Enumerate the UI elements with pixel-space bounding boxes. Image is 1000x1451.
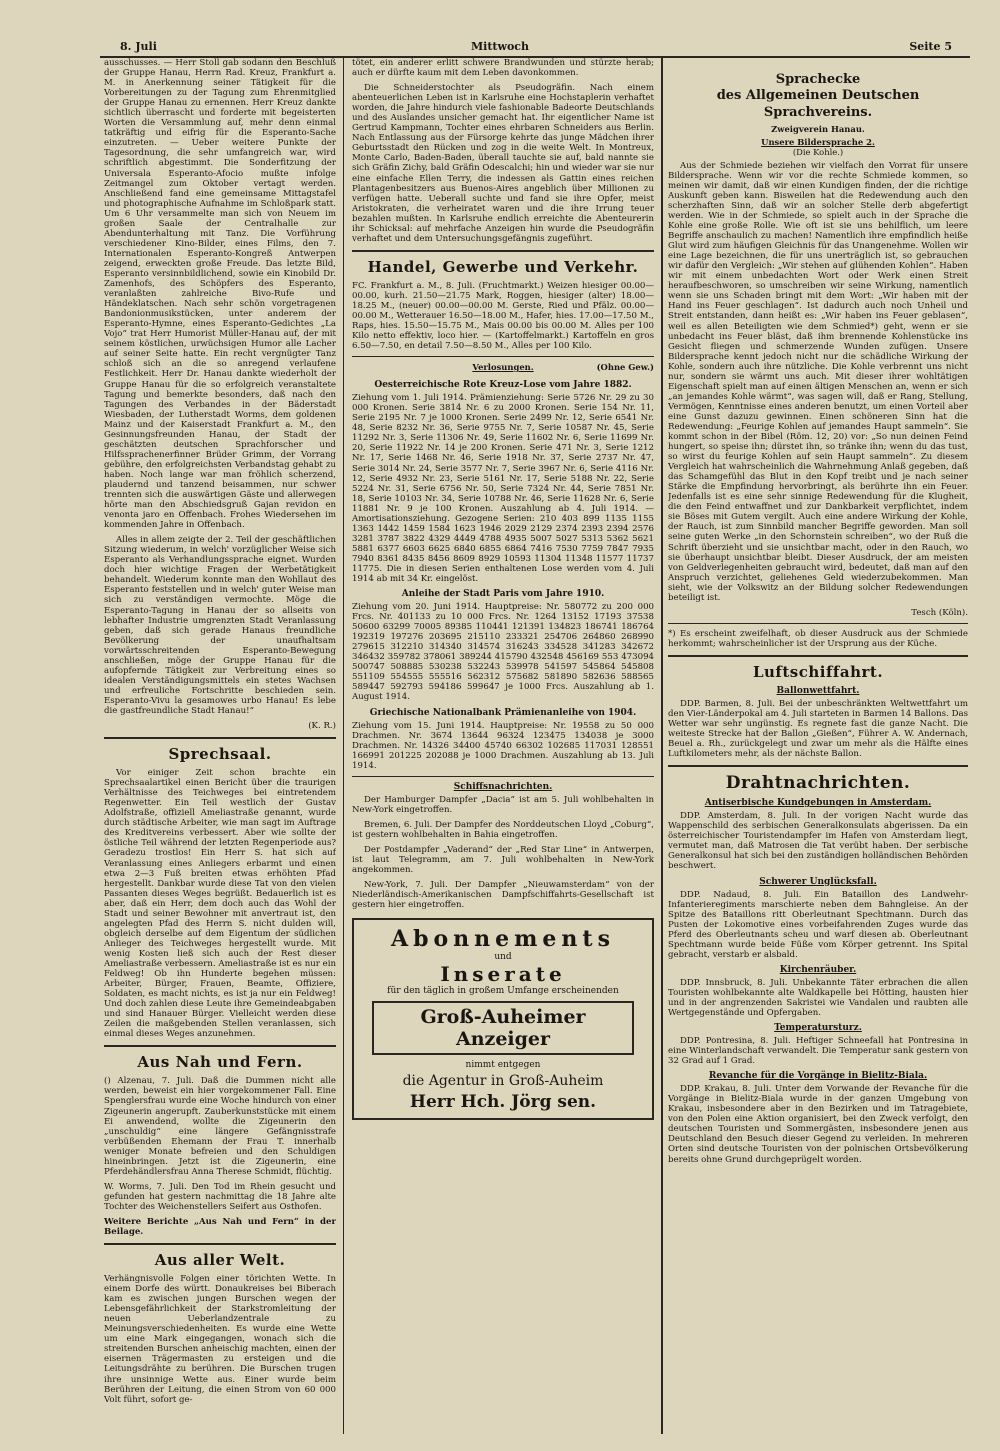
article-barmen: DDP. Barmen, 8. Juli. Bei der unbeschränkten Weltwettfahrt um den Vier-Länderpokal am 4. Juli starteten in Barmen 14 Ballons. Das Wetter war sehr ungünstig. Es regnete fast die ganze Nacht. Die weiteste Strecke hat der Ballon „Gießen“, Führer A. W. Andernach, Beuel a. Rh., zurückgelegt und zwar um mehr als die Hälfte eines Luftkilometers mehr, als der nächste Ballon. xyxy=(668,698,968,760)
ohne-gewaehr: (Ohne Gew.) xyxy=(596,362,654,373)
ad-newspaper-name: Groß-Auheimer Anzeiger xyxy=(372,1001,634,1055)
header-weekday: Mittwoch xyxy=(470,40,530,53)
title-griechische-anleihe: Griechische Nationalbank Prämienanleihe von 1904. xyxy=(369,707,637,718)
more-reports-note: Weitere Berichte „Aus Nah und Fern“ in der Beilage. xyxy=(104,1216,336,1238)
article-krakau: DDP. Krakau, 8. Juli. Unter dem Vorwande der Revanche für die Vorgänge in Bielitz-Biala wurde in der ganzen Umgebung von Krakau, insbesondere aber in den Bezirken und im Tatragebiete, von den Polen eine Aktion organisiert, bei den Zweck verfolgt, den deutschen Touristen und Sommergästen, insbesondere jenen aus Deutschland den Besuch dieser Gegend zu verleiden. In mehreren Orten sind deutsche Touristen von der polnischen Ortsbevölkerung bereits ohne Grund durchgeprügelt worden. xyxy=(668,1084,968,1165)
ad-description: für den täglich in großem Umfange erscheinenden xyxy=(387,986,619,997)
title-ballonwettfahrt: Ballonwettfahrt. xyxy=(776,685,860,696)
ad-nimmt-entgegen: nimmt entgegen xyxy=(465,1060,541,1071)
ad-agentur: die Agentur in Groß-Auheim xyxy=(402,1073,604,1090)
article-dacia: Der Hamburger Dampfer „Dacia“ ist am 5. Juli wohlbehalten in New-York eingetroffen. xyxy=(352,794,654,815)
ad-inserate: Inserate xyxy=(440,962,566,987)
section-title-aus-aller-welt: Aus aller Welt. xyxy=(154,1251,286,1270)
title-temperatursturz: Temperatursturz. xyxy=(774,1023,862,1034)
divider xyxy=(104,1243,336,1245)
signature: Tesch (Köln). xyxy=(911,607,968,618)
article-griechische-anleihe: Ziehung vom 15. Juni 1914. Hauptpreise: Nr. 19558 zu 50 000 Drachmen. Nr. 3674 13644 96324 123475 134038 je 3000 Drachmen. Nr. 14326 34400 45740 66302 102685 117031 128551 166991 201225 202088 je 1000 Drachmen. Auszahlung ab 13. Juli 1914. xyxy=(352,720,654,771)
ad-agent-name: Herr Hch. Jörg sen. xyxy=(409,1092,597,1113)
title-ungluecksfall: Schwerer Unglücksfall. xyxy=(759,876,877,887)
divider xyxy=(352,356,654,357)
article-worms: W. Worms, 7. Juli. Den Tod im Rhein gesucht und gefunden hat gestern nachmittag die 18 Jahre alte Tochter des Weichenstellers Seifert aus Osthofen. xyxy=(104,1181,336,1212)
article-innsbruck: DDP. Innsbruck, 8. Juli. Unbekannte Täter erbrachen die allen Touristen wohlbekannte alte Waldkapelle bei Hötting, hausten hier und in der angrenzenden Sakristei wie Vandalen und raubten alle Wertgegenstände und Opfergaben. xyxy=(668,977,968,1018)
article-fruchtmarkt: FC. Frankfurt a. M., 8. Juli. (Fruchtmarkt.) Weizen hiesiger 00.00—00.00, kurh. 21.50—21.75 Mark, Roggen, hiesiger (alter) 18.00—18.25 M., (neuer) 00.00—00.00 M. Gerste, Ried und Pfälz. 00.00—00.00 M., Wetterauer 16.50—18.00 M., Hafer, hies. 17.00—17.50 M., Raps, hies. 15.50—15.75 M., Mais 00.00 bis 00.00 M. Alles per 100 Kilo netto effektiv, loco hier. — (Kartoffelmarkt.) Kartoffeln en gros 6.50—7.50, en detail 7.50—8.50 M., Alles per 100 Kilo. xyxy=(352,280,654,352)
title-paris-anleihe: Anleihe der Stadt Paris vom Jahre 1910. xyxy=(401,589,605,600)
article-rote-kreuz-lose: Ziehung vom 1. Juli 1914. Prämienziehung: Serie 5726 Nr. 29 zu 30 000 Kronen. Serie 3814 Nr. 6 zu 2000 Kronen. Serie 154 Nr. 11, Serie 2195 Nr. 7 je 1000 Kronen. Serie 2499 Nr. 12, Serie 6541 Nr. 48, Serie 8232 Nr. 36, Serie 9755 Nr. 7, Serie 10587 Nr. 45, Serie 11292 Nr. 3, Serie 11306 Nr. 49, Serie 11602 Nr. 6, Serie 11699 Nr. 20, Serie 11922 Nr. 14 je 200 Kronen. Serie 471 Nr. 3, Serie 1212 Nr. 17, Serie 1468 Nr. 46, Serie 1918 Nr. 37, Serie 2737 Nr. 47, Serie 3014 Nr. 24, Serie 3577 Nr. 7, Serie 3967 Nr. 6, Serie 4116 Nr. 12, Serie 4932 Nr. 23, Serie 5161 Nr. 17, Serie 5188 Nr. 22, Serie 5224 Nr. 31, Serie 6756 Nr. 50, Serie 7324 Nr. 44, Serie 7851 Nr. 18, Serie 10103 Nr. 34, Serie 10788 Nr. 46, Serie 11628 Nr. 6, Serie 11881 Nr. 9 je 100 Kronen. Auszahlung ab 4. Juli 1914. — Amortisationsziehung. Gezogene Serien: 210 403 899 1135 1155 1363 1442 1459 1584 1623 1946 2029 2129 2374 2393 2394 2576 3281 3787 3822 4329 4449 4788 4935 5007 5027 5313 5362 5621 5881 6377 6603 6625 6840 6855 6864 7416 7530 7759 7847 7935 7940 8361 8435 8456 8609 8929 10593 11304 11348 11577 11737 11775. Die in diesen Serien enthaltenen Lose werden vom 4. Juli 1914 ab mit 34 Kr. eingelöst. xyxy=(352,393,654,585)
column-2 xyxy=(352,58,654,1434)
article-wette: Verhängnisvolle Folgen einer törichten Wette. In einem Dorfe des württ. Donaukreises bei Biberach kam es zwischen jungen Burschen wegen der Lebensgefährlichkeit der Starkstromleitung der neuen Ueberlandzentrale zu Meinungsverschiedenheiten. Es wurde eine Wette um eine Mark eingegangen, wonach sich die streitenden Burschen anheischig machten, einen der eisernen Trägermasten zu ersteigen und die Leitungsdrähte zu berühren. Die Burschen trugen ihre unsinnige Wette aus. Einer wurde beim Berühren der Leitung, die einen Strom von 60 000 Volt führt, sofort ge- xyxy=(104,1274,336,1405)
article-coburg: Bremen, 6. Juli. Der Dampfer des Norddeutschen Lloyd „Coburg“, ist gestern wohlbehalten in Bahia eingetroffen. xyxy=(352,819,654,840)
title-antiserbisch: Antiserbische Kundgebungen in Amsterdam. xyxy=(704,798,932,809)
section-title-aus-nah-und-fern: Aus Nah und Fern. xyxy=(137,1053,303,1072)
column-rule-1 xyxy=(343,58,344,1434)
article-nieuwamsterdam: New-York, 7. Juli. Der Dampfer „Nieuwamsterdam“ von der Niederländisch-Amerikanischen Dampfschiffahrts-Gesellschaft ist gestern hier eingetroffen. xyxy=(352,880,654,911)
verlosungen-header xyxy=(352,362,654,376)
article-esperanto: ausschusses. — Herr Stoll gab sodann den Beschluß der Gruppe Hanau, Herrn Rad. Kreuz, Frankfurt a. M. in Anerkennung seiner Tätigkeit für die Vorbereitungen zu der Tagung zum Ehrenmitglied der Gruppe Hanau zu ernennen. Herr Kreuz dankte sichtlich überrascht und forderte mit begeisterten Worten die Versammlung auf, mehr denn einmal tatkräftig und eifrig für die Esperanto-Sache einzutreten. — Ueber weitere Punkte der Tagesordnung, die sehr umfangreich war, wird schriftlich abgestimmt. Die Sonderfitzung der Universala Esperanto-Afocio mußte infolge Zeitmangel zum Oktober vertagt werden. Anschließend fand eine gemeinsame Mittagstafel und photographische Aufnahme im Schloßpark statt. Um 6 Uhr versammelte man sich von Neuem im großen Saale der Centralhalle zur Abendunterhaltung mit Tanz. Die Vorführung verschiedener Kino-Bilder, eines Films, den 7. Internationalen Esperanto-Kongreß Antwerpen zeigend, erweckten große Freude. Das letzte Bild, Esperanto versinnbildlichend, sowie ein Kinobild Dr. Zamenhofs, des Schöpfers des Esperanto, veranlaßten zahlreiche Bivo-Rufe und Händeklatschen. Nach sehr schön vorgetragenen Bandonionmusikstücken, unter anderem der Esperanto-Hymne, eines Esperanto-Gedichtes „La Vojo“ trat Herr Humorist Müller-Hanau auf, der mit seinem köstlichen, urwüchsigen Humor alle Lacher auf seiner Seite hatte. Ein recht vergnügter Tanz schloß sich an die so anregend verlaufene Festlichkeit. Herr Dr. Hanau dankte wiederholt der Gruppe Hanau für die so erfolgreich veranstaltete Tagung und bemerkte besonders, daß nach den Tagungen des Verbandes in der Bäderstadt Wiesbaden, der Lutherstadt Worms, dem goldenen Mainz und der Kaiserstadt Frankfurt a. M., den Gesinnungsfreunden Hanau, der Stadt der geschätzten deutschen Sprachforscher und Hilfssprachenerfinner Brüder Grimm, der Vorrang gebühre, den erfolgreichsten Verbandstag gehabt zu haben. Noch lange war man fröhlich scherzend, plaudernd und tanzend beisammen, nur schwer trennten sich die auswärtigen Gäste und allerwegen hörte man den Abschiedsgruß Gajan revidon en venonta jaro en Offenbach. Frohes Wiedersehen im kommenden Jahre in Offenbach. xyxy=(104,58,336,531)
zweigverein: Zweigverein Hanau. xyxy=(771,123,865,134)
advertisement-box xyxy=(352,918,654,1120)
article-alzenau: () Alzenau, 7. Juli. Daß die Dummen nicht alle werden, beweist ein hier vorgekommener Fall. Eine Spenglersfrau wurde eine Woche hindurch von einer Zigeunerin angerupft. Zauberkunststücke mit einem Ei anwendend, wollte die Zigeunerin den „unschuldig“ eine längere Gefängnisstrafe verbüßenden Ehemann der Frau T. innerhalb weniger Monate befreien und den Schuldigen hineinbringen. Jetzt ist die Zigeunerin, eine Pferdehändlersfrau Anna Therese Schmidt, flüchtig. xyxy=(104,1076,336,1177)
divider xyxy=(668,623,968,624)
column-1 xyxy=(104,58,336,1434)
article-esperanto-conclusion: Alles in allem zeigte der 2. Teil der geschäftlichen Sitzung wiederum, in welch' vorzüglicher Weise sich Esperanto als Verhandlungssprache eignet. Wurden doch hier wichtige Fragen der Werbetätigkeit behandelt. Wiederum konnte man den Wohllaut des Esperanto feststellen und in welch' guter Weise man sich zu verständigen vermochte. Möge die Esperanto-Tagung in Hanau der so allseits von lebhafter Industrie umgrenzten Stadt Veranlassung geben, daß sich gerade Hanaus freundliche Bevölkerung der unaufhaltsam vorwärtsschreitenden Esperanto-Bewegung anschließen, möge der Gruppe Hanau für die aufopfernde Tätigkeit zur Verbreitung eines so idealen Verständigungsmittels ein stetes Wachsen und erfreuliche Fortschritte beschieden sein. Esperanto-Vivu la gesamowes urbo Hanau! Es lebe die gastfreundliche Stadt Hanau!“ xyxy=(104,535,336,716)
title-revanche: Revanche für die Vorgänge in Bielitz-Biala. xyxy=(708,1071,928,1082)
title-rote-kreuz-lose: Oesterreichische Rote Kreuz-Lose vom Jahre 1882. xyxy=(374,380,632,391)
kohle-subtitle: (Die Kohle.) xyxy=(792,146,844,157)
article-pontresina: DDP. Pontresina, 8. Juli. Heftiger Schneefall hat Pontresina in eine Winterlandschaft verwandelt. Die Temperatur sank gestern von 32 Grad auf 1 Grad. xyxy=(668,1036,968,1067)
divider xyxy=(104,1045,336,1047)
header-date: 8. Juli xyxy=(120,40,157,53)
divider xyxy=(668,765,968,767)
divider xyxy=(352,250,654,252)
bildersprache-title: Unsere Bildersprache 2. xyxy=(761,136,875,147)
article-nadaud: DDP. Nadaud, 8. Juli. Ein Bataillon des Landwehr-Infanterieregiments marschierte neben dem Bahngleise. An der Spitze des Bataillons ritt Oberleutnant Spechtmann. Durch das Pusten der Lokomotive eines vorbeifahrenden Zuges wurde das Pferd des Oberleutnants scheu und warf diesen ab. Oberleutnant Spechtmann wurde beide Füße vom Körper getrennt. Ins Spital gebracht, verstarb er alsbald. xyxy=(668,889,968,960)
signature: (K. R.) xyxy=(308,721,336,732)
section-title-luftschiffahrt: Luftschiffahrt. xyxy=(752,662,884,681)
article-wette-continued: tötet, ein anderer erlitt schwere Brandwunden und stürzte herab; auch er dürfte kaum mit dem Leben davonkommen. xyxy=(352,58,654,79)
verlosungen-title: Verlosungen. xyxy=(472,362,534,373)
section-title-handel: Handel, Gewerbe und Verkehr. xyxy=(367,257,639,276)
sprachecke-title: Sprachecke xyxy=(775,72,861,87)
title-kirchenraeuber: Kirchenräuber. xyxy=(779,964,857,975)
section-title-sprechsaal: Sprechsaal. xyxy=(168,745,272,764)
column-rule-2 xyxy=(661,58,663,1434)
title-schiffsnachrichten: Schiffsnachrichten. xyxy=(453,781,553,792)
article-bildersprache: Aus der Schmiede beziehen wir vielfach den Vorrat für unsere Bildersprache. Wenn wir vor die rechte Schmiede kommen, so meinen wir damit, daß wir einen Kundigen finden, der die richtige Auskunft geben kann. Bisweilen hat die Redewendung auch den scherzhaften Sinn, daß wir an solcher Stelle derb abgefertigt werden. Wie in der Schmiede, so spielt auch in der Sprache die Kohle eine große Rolle. Wie oft ist sie uns behilflich, um leere Begriffe anschaulich zu machen! Namentlich ihre empfindlich heiße Glut wird zum häufigen Gleichnis für das Unangenehme. Wollen wir eine Lage bezeichnen, die für uns unerträglich ist, so gebrauchen wir dafür den Vergleich: „Wir stehen auf glühenden Kohlen“. Haben wir mit einem unbedachten Wort oder Werk einen Streit heraufbeschworen, so umschreiben wir seine Wirkung, namentlich wenn sie uns Schaden bringt mit dem Wort: „Wir haben mit der Hand ins Feuer geschlagen“. Ist dadurch auch noch Unheil und Streit entstanden, dann heißt es: „Wir haben ins Feuer geblasen“, weil es allen Beteiligten wie dem Schmied*) geht, wenn er sie unbedacht ins Feuer bläst, daß ihm brennende Kohlenstücke ins Gesicht fliegen und schmerzende Wunden zufügen. Unsere Bildersprache kennt jedoch nicht nur die schädliche Wirkung der Kohle, sondern auch ihre nützliche. Die Kohle verbrennt uns nicht nur, sondern sie wärmt uns auch. Mit dieser ihrer wohltätigen Eigenschaft spielt man auf einen ältigen Menschen an, wenn er sich „an jemandes Kohle wärmt“, was sagen will, daß er Rang, Stellung, Vermögen, Kenntnisse eines anderen benutzt, um einen Vorteil aber eine Gunst dazuzu gewinnen. Einen schöneren Sinn hat die Redewendung: „Feurige Kohlen auf jemandes Haupt sammeln“. Sie kommt schon in der Bibel (Röm. 12, 20) vor: „So nun deinen Feind hungert, so speise ihn; dürstet ihn, so tränke ihn; wenn du das tust, so wirst du feurige Kohlen auf sein Haupt sammeln“. Zu diesem Vergleich hat wahrscheinlich die Wahrnehmung Anlaß gegeben, daß das Schamgefühl das Blut in den Kopf treibt und je nach seiner Stärke die Empfindung hervorbringt, als berührte ihn ein Feuer. Jedenfalls ist es eine sehr sinnige Redewendung für die Klugheit, die den Feind entwaffnet und zur Dankbarkeit verpflichtet, indem sie Böses mit Gutem vergilt. Auch eine andere Wirkung der Kohle, der Rauch, ist zum Sinnbild mancher Begriffe geworden. Man soll seine guten Werke „in den Schornstein schreiben“, wo der Ruß die Schrift überzieht und sie unsichtbar macht, oder in den Rauch, wo sie überhaupt unsichtbar bleibt. Dieser Ausdruck, der am meisten von Geldverlegenheiten gebraucht wird, bedeutet, daß man auf den Anspruch verzichtet, geliehenes Geld wiederzubekommen. Man sieht, wie der Volkswitz an der Bildung solcher Redewendungen beteiligt ist. xyxy=(668,160,968,603)
footnote: *) Es erscheint zweifelhaft, ob dieser Ausdruck aus der Schmiede herkommt; wahrscheinlicher ist der Ursprung aus der Küche. xyxy=(668,628,968,649)
ad-und: und xyxy=(494,952,512,963)
divider xyxy=(668,655,968,657)
divider xyxy=(104,737,336,739)
divider xyxy=(352,776,654,777)
ad-abonnements: Abonnements xyxy=(391,926,615,953)
header-page-number: Seite 5 xyxy=(909,40,952,53)
sprachverein-title: des Allgemeinen Deutschen Sprachvereins. xyxy=(716,88,920,120)
article-sprechsaal: Vor einiger Zeit schon brachte ein Sprechsaalartikel einen Bericht über die traurigen Verhältnisse des Teichweges bei eintretendem Regenwetter. Ein Teil westlich der Gustav Adolfstraße, offiziell Ameliastraße genannt, wurde durch städtische Arbeiter, wie man sagt im Auftrage des Kreditvereins verbessert. Aber wie sollte der östliche Teil während der letzten Regenperiode aus? Geradezu trostlos! Ein Herr S. hat sich auf Veranlassung eines Anliegers erbarmt und einen etwa 2—3 Fuß breiten etwas erhöhten Pfad hergestellt. Dankbar wurde diese Tat von den vielen Passanten dieses Weges begrüßt. Bedauerlich ist es aber, daß ein Herr, dem doch auch das Wohl der Stadt und seiner Bewohner mit anvertraut ist, den angelegten Pfad des Herrn S. nicht dulden will, obgleich derselbe auf dem Eigentum der südlichen Anlieger des Teichweges hergestellt wurde. Mit wenig Kosten ließ sich auch der Rest dieser Ameliastraße verbessern. Ameliastraße ist es nur ein Feldweg! Ob ihn Hunderte begehen müssen: Arbeiter, Bürger, Frauen, Beamte, Offiziere, Soldaten, es macht nichts, es ist ja nur ein Feldweg! Und doch zahlen diese Leute ihre Gemeindeabgaben und sind Hanauer Bürger. Vielleicht werden diese Zeilen die maßgebenden Stellen veranlassen, sich einmal dieses Weges anzunehmen. xyxy=(104,768,336,1040)
article-paris-anleihe: Ziehung vom 20. Juni 1914. Hauptpreise: Nr. 580772 zu 200 000 Frcs. Nr. 401133 zu 10 000 Frcs. Nr. 1264 13152 17193 37538 50600 63299 70005 89385 110441 121391 134823 186741 186764 192319 197276 203695 215110 233321 254706 264860 268990 279615 312210 314340 314574 316243 334528 341283 342672 346432 359782 378061 389244 415790 432548 456169 553 473094 500747 508885 530238 532243 539978 541597 545864 545808 551109 554555 555516 562312 575682 581890 582636 588565 589447 592793 594186 599647 je 1000 Frcs. Auszahlung ab 1. August 1914. xyxy=(352,602,654,703)
article-pseudograefin: Die Schneiderstochter als Pseudogräfin. Nach einem abenteuerlichen Leben ist in Karlsruhe eine Hochstaplerin verhaftet worden, die Jahre hindurch viele fashionable Badeorte Deutschlands und des Auslandes unsicher gemacht hat. Ihr eigentlicher Name ist Gertrud Kampmann, Tochter eines ehrbaren Schneiders aus Berlin. Nach Entlassung aus der Fürsorge kehrte das junge Mädchen ihrer Geburtsstadt den Rücken und zog in die weite Welt. In Montreux, Monte Carlo, Baden-Baden, überall tauchte sie auf, bald nannte sie sich Gräfin Zichy, bald Gräfin Odescalchi; hin und wieder war sie nur eine einfache Ellen Terry, die indessen als Gattin eines reichen Plantagenbesitzers aus Buenos-Aires angeblich über Millionen zu verfügen hatte. Ueberall suchte und fand sie ihre Opfer, meist Aristokraten, die verheiratet waren und die ihre Irrung teuer bezahlen mußten. In Karlsruhe endlich erreichte die Abenteurerin ihr Schicksal: auf mehrfache Anzeigen hin wurde die Pseudogräfin verhaftet und dem Untersuchungsgefängnis zugeführt. xyxy=(352,83,654,244)
article-amsterdam: DDP. Amsterdam, 8. Juli. In der vorigen Nacht wurde das Wappenschild des serbischen Generalkonsulats abgerissen. Da ein österreichischer Touristendampfer im Hafen von Amsterdam liegt, vermutet man, daß Matrosen die Tat verübt haben. Der serbische Generalkonsul hat sich bei den zuständigen holländischen Behörden beschwert. xyxy=(668,811,968,872)
column-3 xyxy=(668,58,968,1434)
article-vaderand: Der Postdampfer „Vaderand“ der „Red Star Line“ in Antwerpen, ist laut Telegramm, am 7. Juli wohlbehalten in New-York angekommen. xyxy=(352,844,654,876)
section-title-drahtnachrichten: Drahtnachrichten. xyxy=(725,773,911,794)
